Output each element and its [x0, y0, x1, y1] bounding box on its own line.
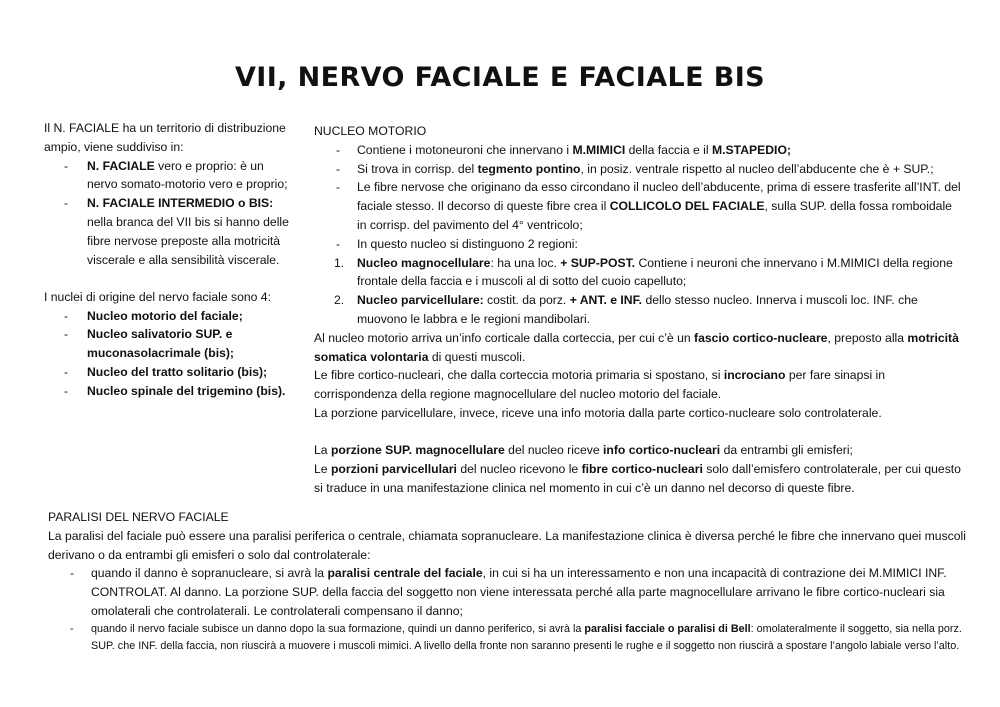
list-marker: -: [64, 327, 69, 342]
list-item: - Nucleo del tratto solitario (bis);: [44, 363, 296, 382]
list-item: - quando il nervo faciale subisce un danno dopo la sua formazione, quindi un danno periferico, si avrà la paralisi facciale o paralisi di Bell: omolateralmente il soggetto, sia nella porz. SUP. che INF. della faccia, non riuscirà a muovere i muscoli mimici. A livello della fronte non saranno presenti le rughe e il soggetto non riuscirà a spostare l’angolo labiale verso l’alto.: [70, 622, 962, 653]
nuclei-intro: I nuclei di origine del nervo faciale sono 4:: [44, 289, 271, 304]
paralisi-intro: La paralisi del faciale può essere una paralisi periferica o centrale, chiamata sopranucleare. La manifestazione clinica è diversa perché le fibre che innervano quei muscoli derivano o da entrambi gli emisferi o solo dal controlaterale:: [48, 528, 966, 562]
list-marker: -: [64, 196, 69, 211]
paragraph: Le porzioni parvicellulari del nucleo ricevono le fibre cortico-nucleari solo dall’emisfero controlaterale, per cui questo si traduce in una manifestazione clinica nel momento in cui c’è un danno nel decorso di queste fibre.: [314, 462, 961, 495]
paralisi-list: [48, 564, 968, 655]
list-marker: -: [336, 161, 341, 176]
list-marker: -: [336, 180, 341, 195]
list-item: - Nucleo salivatorio SUP. e muconasolacrimale (bis);: [64, 327, 234, 361]
list-marker: 1.: [334, 255, 345, 270]
list-marker: -: [64, 158, 69, 173]
paragraph: Le fibre cortico-nucleari, che dalla corteccia motoria primaria si spostano, si incrociano per fare sinapsi in corrispondenza della regione magnocellulare del nucleo motorio del faciale.: [314, 368, 886, 402]
list-marker: -: [64, 365, 69, 380]
section-heading-nucleo-motorio: NUCLEO MOTORIO: [314, 124, 427, 138]
list-item: - N. FACIALE INTERMEDIO o BIS: nella branca del VII bis si hanno delle fibre nervose preposte alla motricità viscerale e alla sensibilità viscerale.: [64, 196, 289, 267]
paralisi-section: [48, 508, 968, 656]
list-marker: 2.: [334, 293, 345, 308]
paragraph: Al nucleo motorio arriva un’info corticale dalla corteccia, per cui c’è un fascio cortico-nucleare, preposto alla motricità somatica volontaria di questi muscoli.: [314, 330, 959, 364]
paragraph: La porzione SUP. magnocellulare del nucleo riceve info cortico-nucleari da entrambi gli emisferi;: [314, 443, 853, 458]
list-item: 2. Nucleo parvicellulare: costit. da porz. + ANT. e INF. dello stesso nucleo. Innerva i muscoli loc. INF. che muovono le labbra e le regioni mandibolari.: [334, 293, 918, 326]
nucleo-motorio-list: [314, 141, 964, 254]
list-item: - quando il danno è sopranucleare, si avrà la paralisi centrale del faciale, in cui si ha un interessamento e non una incapacità di contrazione dei M.MIMICI INF. CONTROLAT. Al danno. La porzione SUP. della faccia del soggetto non viene interessata perché alla parte magnocellulare arrivano le fibre cortico-nucleari sia omolaterali che controlaterali. Le controlaterali compensano il danno;: [70, 566, 947, 618]
list-item: - In questo nucleo si distinguono 2 regioni:: [314, 235, 964, 254]
list-marker: -: [70, 566, 75, 581]
list-marker: -: [64, 383, 69, 398]
list-item: - Contiene i motoneuroni che innervano i M.MIMICI della faccia e il M.STAPEDIO;: [314, 141, 964, 160]
page-title: VII, NERVO FACIALE E FACIALE BIS: [234, 62, 766, 93]
facial-intro: Il N. FACIALE ha un territorio di distribuzione ampio, viene suddiviso in:: [44, 121, 286, 154]
list-marker: -: [64, 308, 69, 323]
list-marker: -: [336, 142, 341, 157]
regions-list: [314, 254, 964, 329]
nuclei-list: [44, 307, 296, 401]
list-item: - N. FACIALE vero e proprio: è un nervo somato-motorio vero e proprio;: [64, 158, 288, 192]
list-item: 1. Nucleo magnocellulare: ha una loc. + SUP-POST. Contiene i neuroni che innervano i M.MIMICI della regione frontale della faccia e i muscoli al di sotto del cuoio capelluto;: [334, 255, 953, 289]
list-item: - Nucleo motorio del faciale;: [44, 307, 296, 326]
list-item: - Si trova in corrisp. del tegmento pontino, in posiz. ventrale rispetto al nucleo dell’abducente che è + SUP.;: [314, 160, 964, 179]
list-marker: -: [70, 622, 74, 635]
paragraph: La porzione parvicellulare, invece, riceve una info motoria dalla parte cortico-nucleare solo controlaterale.: [314, 405, 882, 420]
right-column: [314, 122, 964, 498]
section-heading-paralisi: PARALISI DEL NERVO FACIALE: [48, 510, 229, 524]
list-item: - Le fibre nervose che originano da esso circondano il nucleo dell’abducente, prima di essere trasferite all’INT. del faciale stesso. Il decorso di queste fibre crea il COLLICOLO DEL FACIALE, sulla SUP. della fossa romboidale in corrisp. del pavimento del 4° ventricolo;: [336, 180, 961, 232]
left-column: [44, 119, 296, 401]
facial-subdivision-list: [44, 157, 296, 270]
list-marker: -: [336, 236, 341, 251]
list-item: - Nucleo spinale del trigemino (bis).: [44, 382, 296, 401]
